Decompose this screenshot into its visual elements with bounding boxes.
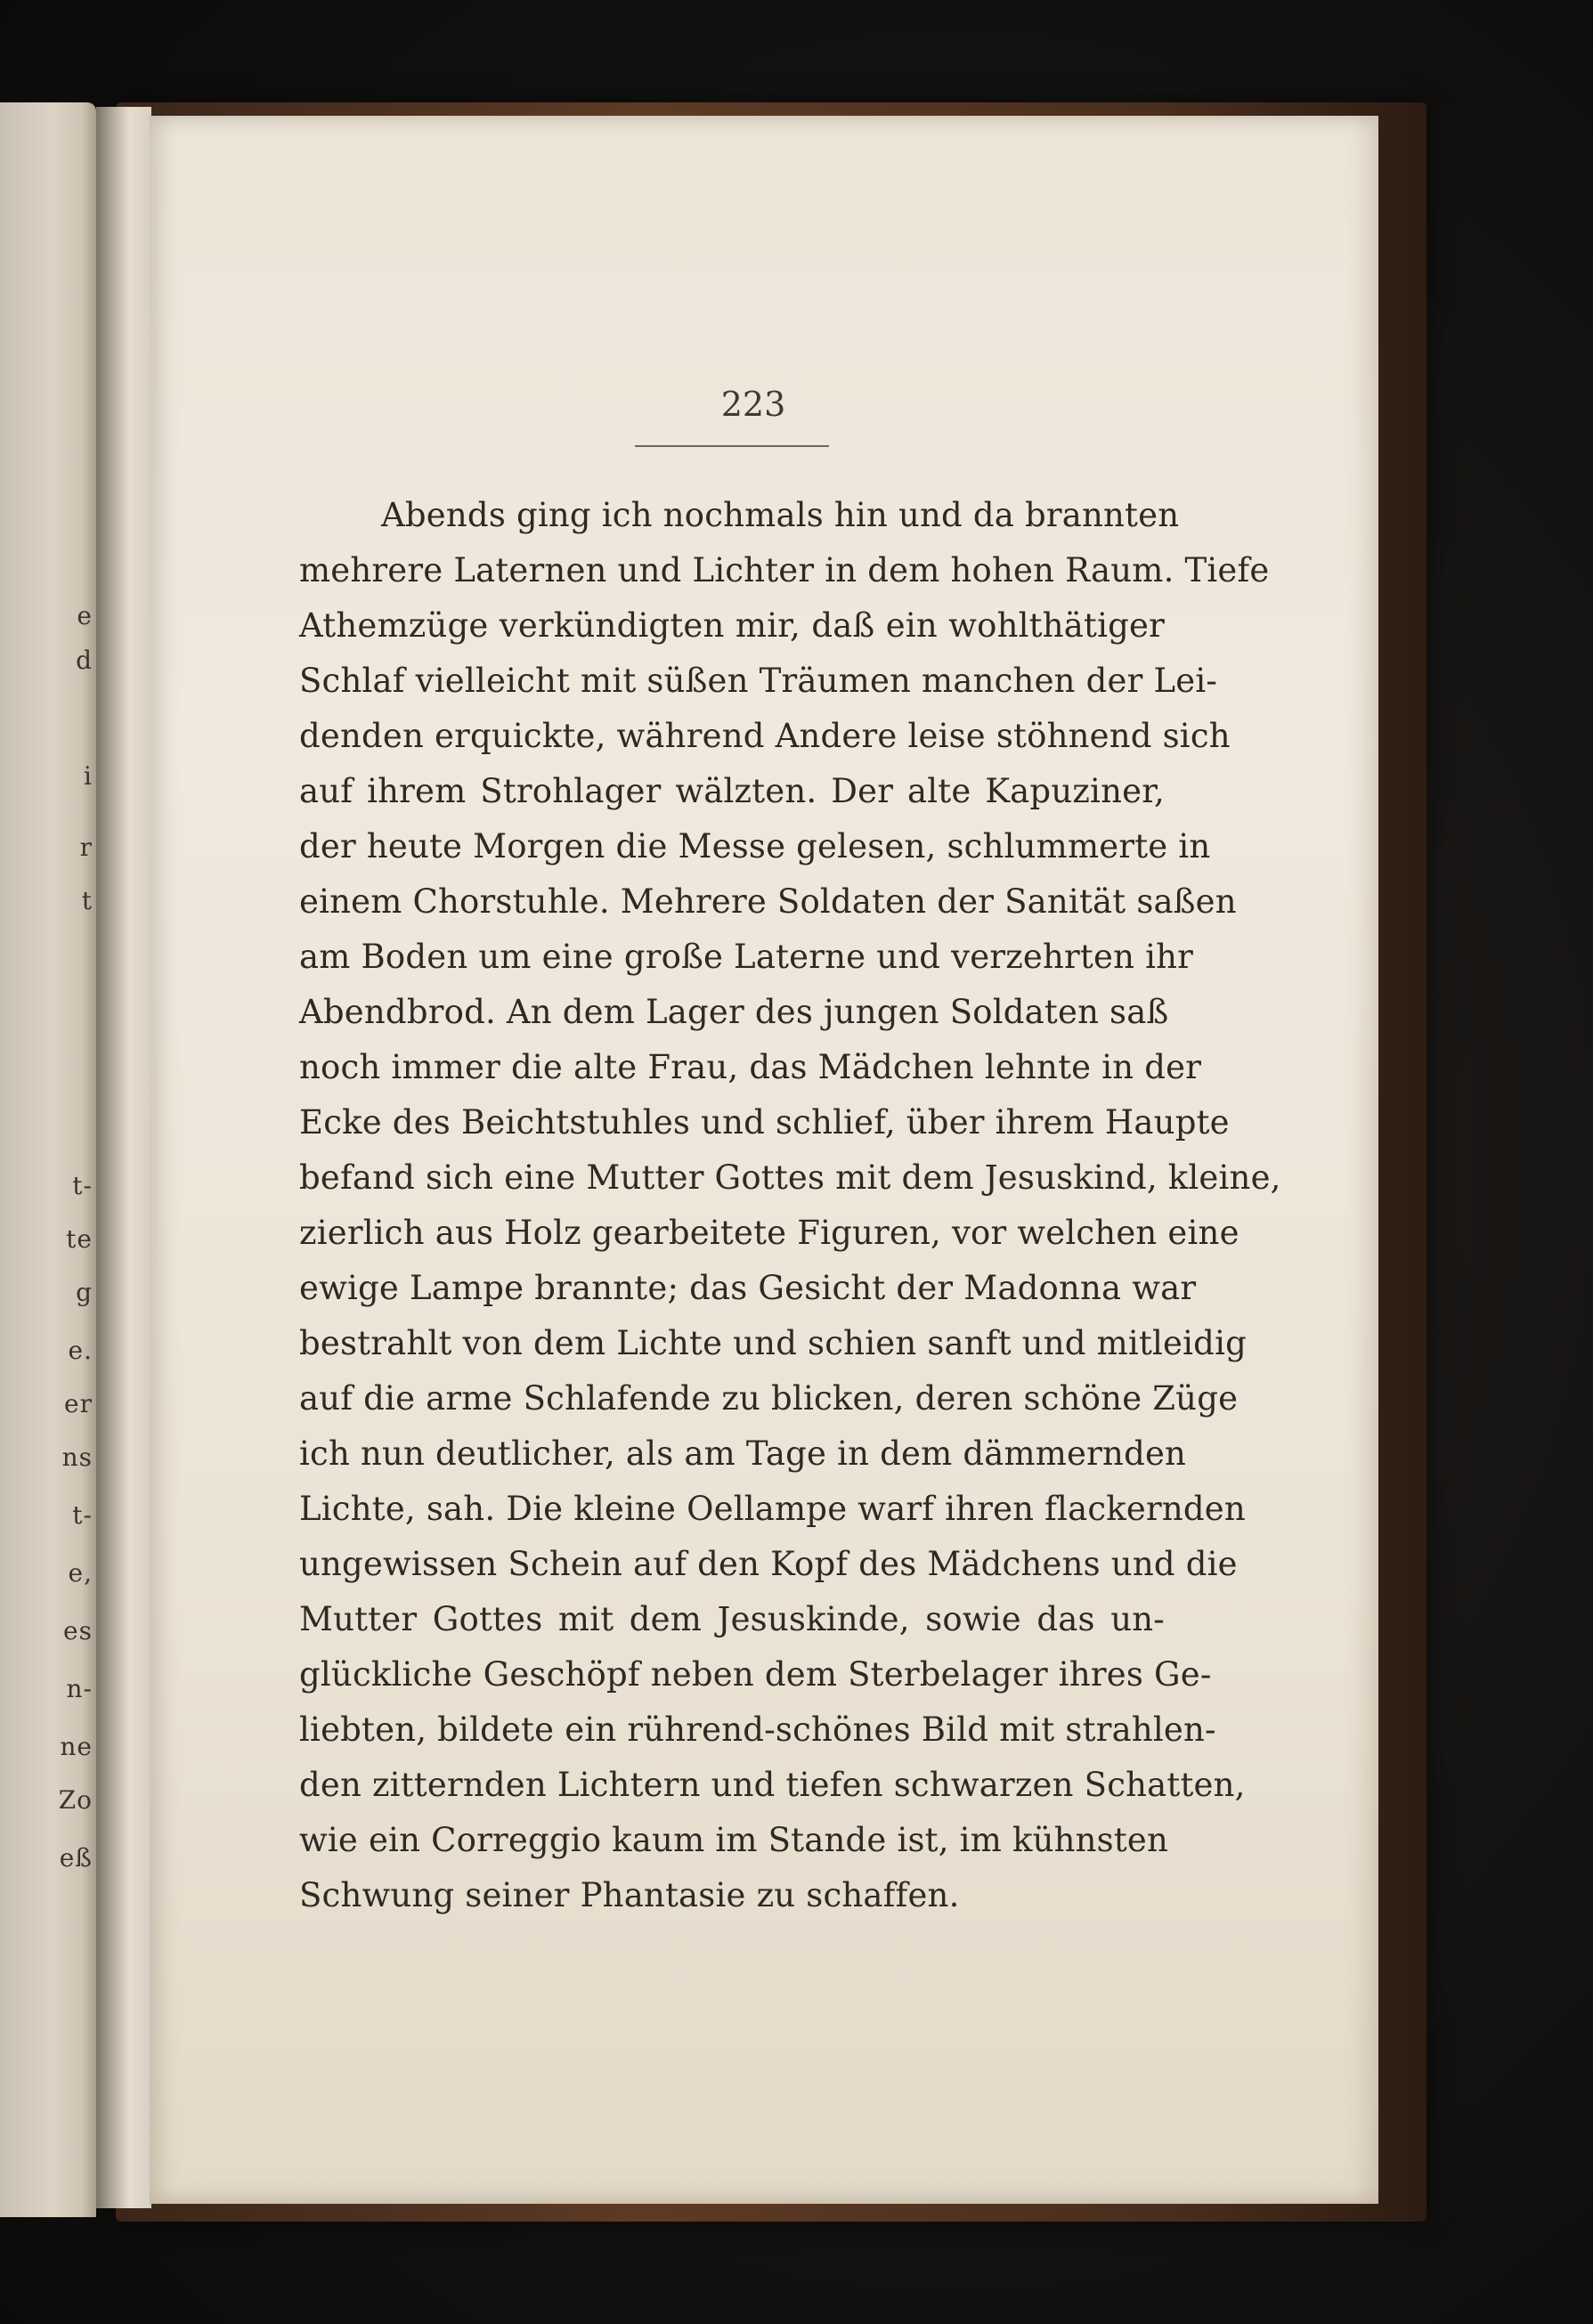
text-line: auf ihrem Strohlager wälzten. Der alte Kapuziner,: [299, 772, 1165, 810]
page-number: 223: [720, 385, 786, 424]
left-fragment: i: [84, 761, 93, 791]
left-fragment: t-: [72, 1171, 93, 1200]
left-fragment: e.: [68, 1336, 93, 1365]
text-line: auf die arme Schlafende zu blicken, deren schöne Züge: [299, 1379, 1239, 1418]
left-page: [0, 102, 96, 2217]
left-fragment: g: [76, 1278, 93, 1307]
left-fragment: n-: [66, 1674, 93, 1703]
body-text: [299, 488, 1281, 1923]
left-fragment: es: [63, 1616, 93, 1645]
text-line: bestrahlt von dem Lichte und schien sanft und mitleidig: [299, 1324, 1247, 1362]
left-fragment: t: [81, 886, 93, 915]
text-line: wie ein Correggio kaum im Stande ist, im kühnsten: [299, 1821, 1169, 1859]
header-rule: [635, 445, 829, 447]
text-line: zierlich aus Holz gearbeitete Figuren, vor welchen eine: [299, 1214, 1239, 1252]
left-fragment: te: [66, 1224, 93, 1254]
text-line: ewige Lampe brannte; das Gesicht der Madonna war: [299, 1269, 1197, 1307]
text-line: einem Chorstuhle. Mehrere Soldaten der Sanität saßen: [299, 882, 1237, 921]
left-fragment: ns: [61, 1442, 93, 1472]
left-fragment: r: [79, 833, 93, 862]
left-page-text-fragments: [0, 102, 96, 2217]
text-line: noch immer die alte Frau, das Mädchen lehnte in der: [299, 1048, 1202, 1086]
text-line: Schlaf vielleicht mit süßen Träumen manchen der Lei-: [299, 662, 1218, 700]
text-line: den zitternden Lichtern und tiefen schwarzen Schatten,: [299, 1766, 1246, 1804]
text-line: Mutter Gottes mit dem Jesuskinde, sowie das un-: [299, 1600, 1165, 1638]
left-fragment: er: [64, 1389, 93, 1418]
text-line: am Boden um eine große Laterne und verzehrten ihr: [299, 938, 1194, 976]
text-line: befand sich eine Mutter Gottes mit dem Jesuskind, kleine,: [299, 1158, 1281, 1197]
left-fragment: e: [77, 601, 93, 630]
text-line: liebten, bildete ein rührend-schönes Bild mit strahlen-: [299, 1710, 1216, 1749]
text-line: denden erquickte, während Andere leise stöhnend sich: [299, 717, 1231, 755]
left-fragment: ne: [60, 1732, 93, 1761]
text-line: Ecke des Beichtstuhles und schlief, über ihrem Haupte: [299, 1103, 1230, 1142]
text-line: Schwung seiner Phantasie zu schaffen.: [299, 1876, 960, 1914]
left-fragment: eß: [59, 1843, 93, 1873]
left-fragment: t-: [72, 1500, 93, 1530]
text-line: ich nun deutlicher, als am Tage in dem dämmernden: [299, 1434, 1187, 1473]
text-line: ungewissen Schein auf den Kopf des Mädchens und die: [299, 1545, 1238, 1583]
right-page: [150, 116, 1378, 2204]
text-line: mehrere Laternen und Lichter in dem hohen Raum. Tiefe: [299, 551, 1270, 589]
text-line: Athemzüge verkündigten mir, daß ein wohlthätiger: [299, 606, 1165, 645]
text-line: Abends ging ich nochmals hin und da brannten: [381, 496, 1180, 534]
left-fragment: e,: [68, 1558, 93, 1588]
text-line: glückliche Geschöpf neben dem Sterbelager ihres Ge-: [299, 1655, 1212, 1694]
left-fragment: Zo: [58, 1785, 93, 1815]
text-line: Lichte, sah. Die kleine Oellampe warf ihren flackernden: [299, 1490, 1246, 1528]
text-line: Abendbrod. An dem Lager des jungen Soldaten saß: [299, 993, 1169, 1031]
left-fragment: d: [76, 646, 93, 675]
text-line: der heute Morgen die Messe gelesen, schlummerte in: [299, 827, 1211, 865]
